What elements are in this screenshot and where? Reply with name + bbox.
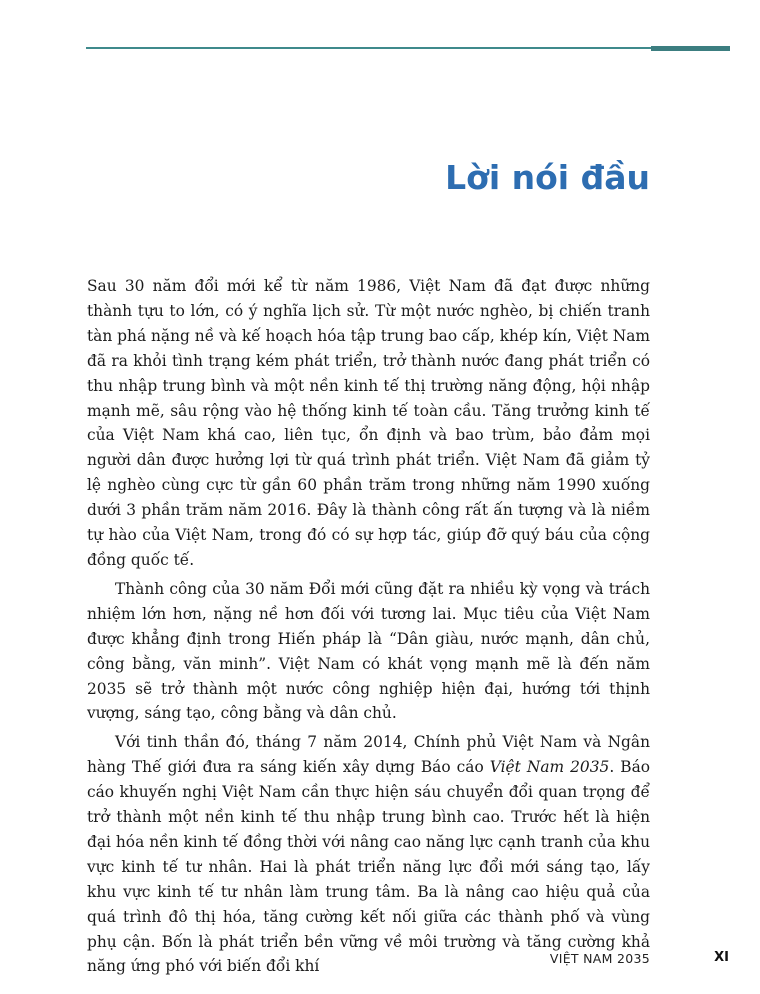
body-text <box>87 274 650 983</box>
header-rule <box>86 47 730 49</box>
header-rule-accent <box>651 46 730 51</box>
paragraph-3 <box>87 730 650 979</box>
paragraph-3-text-start: Với tinh thần đó, tháng 7 năm 2014, Chính phủ Việt Nam và Ngân hàng Thế giới đưa ra sáng kiến xây dựng Báo cáo <box>87 733 650 777</box>
page-number: XI <box>714 950 729 965</box>
page-title: Lời nói đầu <box>445 158 650 197</box>
running-title: VIỆT NAM 2035 <box>549 951 650 966</box>
paragraph-3-text-end: . Báo cáo khuyến nghị Việt Nam cần thực hiện sáu chuyển đổi quan trọng để trở thành một nền kinh tế thu nhập trung bình cao. Trước hết là hiện đại hóa nền kinh tế đồng thời với nâng cao năng lực cạnh tranh của khu vực kinh tế tư nhân. Hai là phát triển năng lực đổi mới sáng tạo, lấy khu vực kinh tế tư nhân làm trung tâm. Ba là nâng cao hiệu quả của quá trình đô thị hóa, tăng cường kết nối giữa các thành phố và vùng phụ cận. Bốn là phát triển bền vững về môi trường và tăng cường khả năng ứng phó với biến đổi khí <box>87 758 651 976</box>
paragraph-1: Sau 30 năm đổi mới kể từ năm 1986, Việt Nam đã đạt được những thành tựu to lớn, có ý nghĩa lịch sử. Từ một nước nghèo, bị chiến tranh tàn phá nặng nề và kế hoạch hóa tập trung bao cấp, khép kín, Việt Nam đã ra khỏi tình trạng kém phát triển, trở thành nước đang phát triển có thu nhập trung bình và một nền kinh tế thị trường năng động, hội nhập mạnh mẽ, sâu rộng vào hệ thống kinh tế toàn cầu. Tăng trưởng kinh tế của Việt Nam khá cao, liên tục, ổn định và bao trùm, bảo đảm mọi người dân được hưởng lợi từ quá trình phát triển. Việt Nam đã giảm tỷ lệ nghèo cùng cực từ gần 60 phần trăm trong những năm 1990 xuống dưới 3 phần trăm năm 2016. Đây là thành công rất ấn tượng và là niềm tự hào của Việt Nam, trong đó có sự hợp tác, giúp đỡ quý báu của cộng đồng quốc tế. <box>87 277 650 569</box>
report-title-italic: Việt Nam 2035 <box>489 758 610 777</box>
paragraph-2: Thành công của 30 năm Đổi mới cũng đặt ra nhiều kỳ vọng và trách nhiệm lớn hơn, nặng nề hơn đối với tương lai. Mục tiêu của Việt Nam được khẳng định trong Hiến pháp là “Dân giàu, nước mạnh, dân chủ, công bằng, văn minh”. Việt Nam có khát vọng mạnh mẽ là đến năm 2035 sẽ trở thành một nước công nghiệp hiện đại, hướng tới thịnh vượng, sáng tạo, công bằng và dân chủ. <box>87 579 650 723</box>
